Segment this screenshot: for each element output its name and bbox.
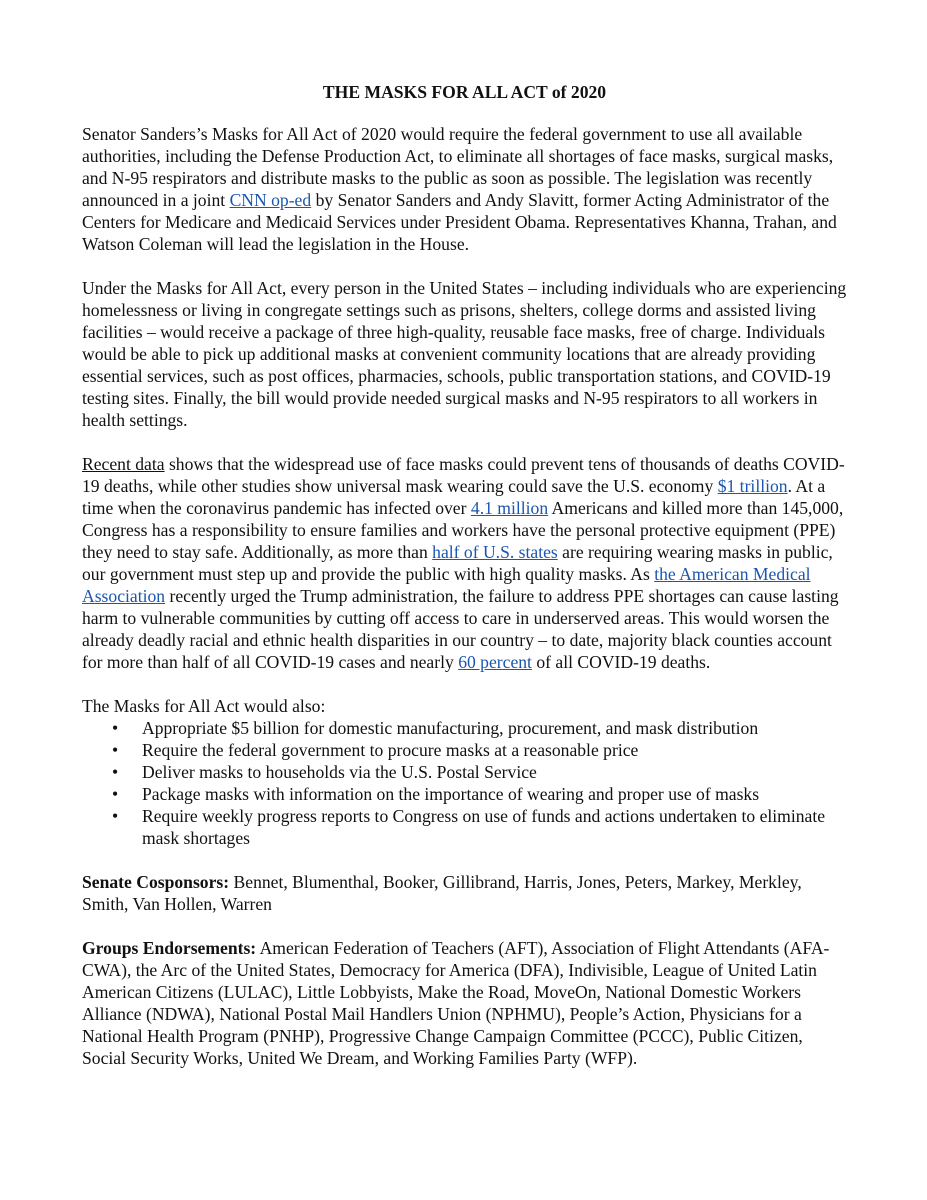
bullet-icon: •: [112, 718, 119, 738]
data-text-5: recently urged the Trump administration, the failure to address PPE shortages can cause lasting harm to vulnerable communities by cutting off access to care in underserved areas. This would worsen the already deadly racial and ethnic health disparities in our country – to date, majority black counties account for more than half of all COVID-19 cases and nearly: [82, 586, 839, 672]
data-text-1: shows that the widespread use of face masks could prevent tens of thousands of deaths COVID-19 deaths, while other studies show universal mask wearing could save the U.S. economy: [82, 454, 845, 496]
list-item: [82, 717, 847, 739]
ama-link[interactable]: the American Medical Association: [82, 564, 811, 606]
endorsements-list: American Federation of Teachers (AFT), Association of Flight Attendants (AFA-CWA), the Arc of the United States, Democracy for America (DFA), Indivisible, League of United Latin American Citizens (LULAC), Little Lobbyists, Make the Road, MoveOn, National Domestic Workers Alliance (NDWA), National Postal Mail Handlers Union (NPHMU), People’s Action, Physicians for a National Health Program (PNHP), Progressive Change Campaign Committee (PCCC), Public Citizen, Social Security Works, United We Dream, and Working Families Party (WFP).: [82, 938, 830, 1068]
data-text-3: Americans and killed more than 145,000, Congress has a responsibility to ensure families and workers have the personal protective equipment (PPE) they need to stay safe. Additionally, as more than: [82, 498, 844, 562]
cosponsors-paragraph: [82, 871, 847, 915]
list-item-text: Require weekly progress reports to Congress on use of funds and actions undertaken to eliminate mask shortages: [142, 806, 826, 848]
intro-paragraph: [82, 123, 847, 255]
intro-text-b: by Senator Sanders and Andy Slavitt, former Acting Administrator of the Centers for Medicare and Medicaid Services under President Obama. Representatives Khanna, Trahan, and Watson Coleman will lead the legislation in the House.: [82, 190, 837, 254]
endorsements-paragraph: [82, 937, 847, 1069]
list-item: [82, 805, 847, 849]
bullet-icon: •: [112, 806, 119, 826]
one-trillion-link[interactable]: $1 trillion: [717, 476, 788, 496]
recent-data-link[interactable]: Recent data: [82, 454, 165, 474]
list-item: [82, 761, 847, 783]
endorsements-label: Groups Endorsements:: [82, 938, 257, 958]
half-of-states-link[interactable]: half of U.S. states: [432, 542, 558, 562]
intro-text-a: Senator Sanders’s Masks for All Act of 2020 would require the federal government to use all available authorities, including the Defense Production Act, to eliminate all shortages of face masks, surgical masks, and N-95 respirators and distribute masks to the public as soon as possible. The legislation was recently announced in a joint: [82, 124, 834, 210]
cosponsors-label: Senate Cosponsors:: [82, 872, 230, 892]
sixty-percent-link[interactable]: 60 percent: [458, 652, 532, 672]
data-text-6: of all COVID-19 deaths.: [531, 652, 711, 672]
eligibility-paragraph: Under the Masks for All Act, every person in the United States – including individuals who are experiencing homelessness or living in congregate settings such as prisons, shelters, college dorms and assisted living facilities – would receive a package of three high-quality, reusable face masks, free of charge. Individuals would be able to pick up additional masks at convenient community locations that are already providing essential services, such as post offices, pharmacies, schools, public transportation stations, and COVID-19 testing sites. Finally, the bill would provide needed surgical masks and N-95 respirators to all workers in health settings.: [82, 278, 847, 430]
list-item-text: Deliver masks to households via the U.S. Postal Service: [142, 762, 537, 782]
list-item: [82, 739, 847, 761]
list-item: [82, 783, 847, 805]
list-item-text: Package masks with information on the importance of wearing and proper use of masks: [142, 784, 760, 804]
list-item-text: Appropriate $5 billion for domestic manufacturing, procurement, and mask distribution: [142, 718, 759, 738]
list-item-text: Require the federal government to procure masks at a reasonable price: [142, 740, 639, 760]
data-text-2: . At a time when the coronavirus pandemic has infected over: [82, 476, 826, 518]
four-million-link[interactable]: 4.1 million: [470, 498, 549, 518]
bullet-icon: •: [112, 762, 119, 782]
cosponsors-list: Bennet, Blumenthal, Booker, Gillibrand, Harris, Jones, Peters, Markey, Merkley, Smith, Van Hollen, Warren: [82, 872, 802, 914]
also-intro: The Masks for All Act would also:: [82, 696, 326, 716]
bullet-icon: •: [112, 784, 119, 804]
document-title: THE MASKS FOR ALL ACT of 2020: [322, 82, 607, 102]
provisions-list: [82, 717, 847, 849]
data-text-4: are requiring wearing masks in public, our government must step up and provide the public with high quality masks. As: [82, 542, 833, 584]
data-paragraph: [82, 453, 847, 673]
bullet-icon: •: [112, 740, 119, 760]
cnn-op-ed-link[interactable]: CNN op-ed: [229, 190, 312, 210]
